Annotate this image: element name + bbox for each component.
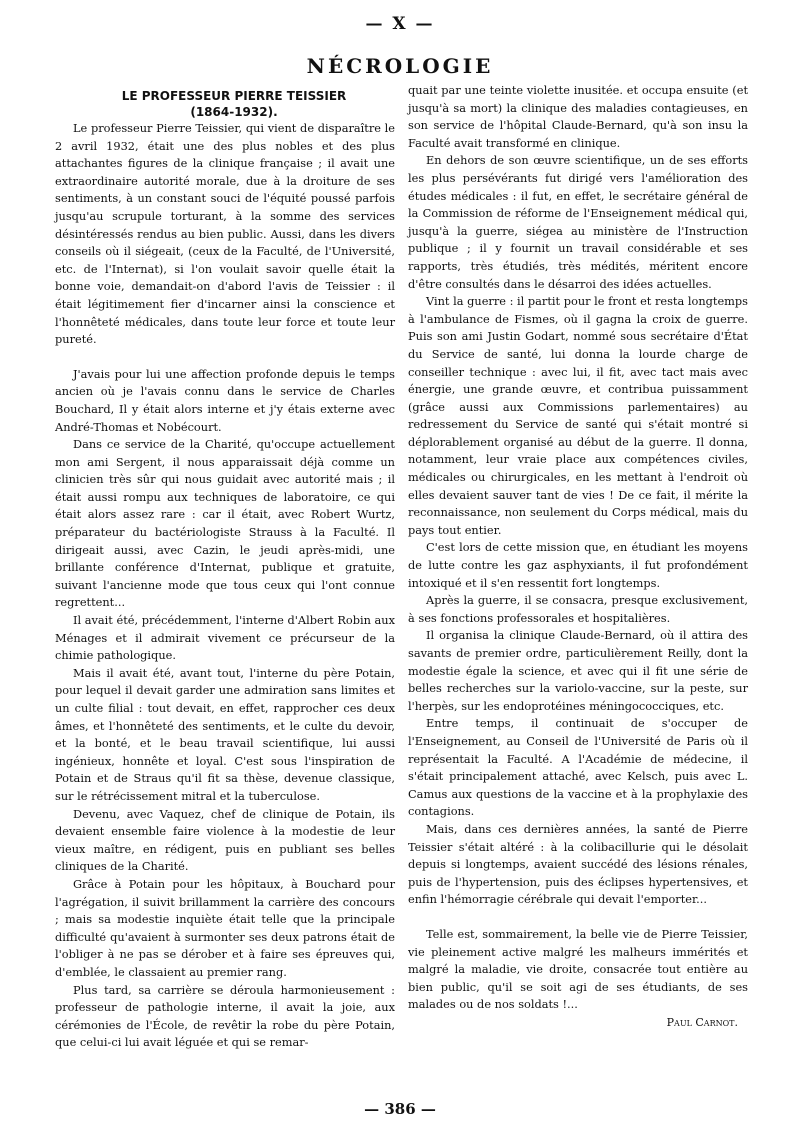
paragraph: Vint la guerre : il partit pour le front et resta longtemps à l'ambulance de Fismes, où il gagna la croix de guerre. Puis son ami Justin Godart, nommé sous secrétaire d'État du Service de santé, lui donna la lourde charge de conseiller technique : avec lui, il fit, avec tact mais avec énergie, une grande œuvre, et contribua puissamment (grâce aussi aux Commissions parlementaires) au redressement du Service de santé qui s'était montré si déplorablement organisé au début de la guerre. Il donna, notamment, leur vraie place aux compétences civiles, médicales ou chirurgicales, en les mettant à l'endroit où elles devaient sauver tant de vies ! De ce fait, il mérite la reconnaissance, non seulement du Corps médical, mais du pays tout entier.: [408, 294, 748, 537]
article-title: LE PROFESSEUR PIERRE TEISSIER: [121, 89, 347, 103]
paragraph: Plus tard, sa carrière se déroula harmonieusement : professeur de pathologie interne, il avait la joie, aux cérémonies de l'École, de revêtir la robe du père Potain, que celui-ci lui avait léguée et qui se remar-: [55, 982, 395, 1050]
article-dates: (1864-1932).: [190, 105, 278, 119]
paragraph: Grâce à Potain pour les hôpitaux, à Bouchard pour l'agrégation, il suivit brillamment la carrière des concours ; mais sa modestie inquiète était telle que la principale difficulté qu'avaient à surmonter ses deux patrons était de l'obliger à ne pas se dérober et à faire ses épreuves qui, d'emblée, le classaient au premier rang.: [55, 876, 395, 979]
paragraph: Mais il avait été, avant tout, l'interne du père Potain, pour lequel il devait garder une admiration sans limites et un culte filial : tout devait, en effet, rapprocher ces deux âmes, et l'honnêteté des sentiments, et le culte du devoir, et la bonté, et le beau travail scientifique, lui aussi ingénieux, honnête et loyal. C'est sous l'inspiration de Potain et de Straus qu'il fit sa thèse, devenue classique, sur le rétrécissement mitral et la tuberculose.: [55, 665, 395, 803]
paragraph: Dans ce service de la Charité, qu'occupe actuellement mon ami Sergent, il nous apparaissait déjà comme un clinicien très sûr qui nous guidait avec autorité mais ; il était aussi rompu aux techniques de laboratoire, ce qui était alors assez rare : car il était, avec Robert Wurtz, préparateur du bactériologiste Strauss à la Faculté. Il dirigeait aussi, avec Cazin, le jeudi après-midi, une brillante conférence d'Internat, publique et gratuite, suivant l'ancienne mode que tous ceux qui l'ont connue regrettent...: [55, 437, 395, 610]
paragraph: Mais, dans ces dernières années, la santé de Pierre Teissier s'était altéré : à la colibacillurie qui le désolait depuis si longtemps, avaient succédé des lésions rénales, puis de l'hypertension, puis des éclipses hypertensives, et enfin l'hémorragie cérébrale qui devait l'emporter...: [408, 821, 748, 907]
left-column: [55, 88, 395, 1052]
paragraph: Le professeur Pierre Teissier, qui vient de disparaître le 2 avril 1932, était une des plus nobles et des plus attachantes figures de la clinique française ; il avait une extraordinaire autorité morale, due à la droiture de ses sentiments, à un constant souci de l'équité poussé parfois jusqu'au scrupule torturant, à la somme des services désintéressés rendus au bien public. Aussi, dans les divers conseils où il siégeait, (ceux de la Faculté, de l'Université, etc. de l'Internat), si l'on voulait savoir quelle était la bonne voie, demandait-on d'abord l'avis de Teissier : il était légitimement fier d'incarner ainsi la conscience et l'honnêteté médicales, dans toute leur force et toute leur pureté.: [55, 121, 395, 347]
paragraph: Entre temps, il continuait de s'occuper de l'Enseignement, au Conseil de l'Université de Paris où il représentait la Faculté. A l'Académie de médecine, il s'était principalement attaché, avec Kelsch, puis avec L. Camus aux questions de la vaccine et à la prophylaxie des contagions.: [408, 716, 748, 819]
paragraph: En dehors de son œuvre scientifique, un de ses efforts les plus persévérants fut dirigé vers l'amélioration des études médicales : il fut, en effet, le secrétaire général de la Commission de réforme de l'Enseignement médical qui, jusqu'à la guerre, siégea au ministère de l'Instruction publique ; il y fournit un travail considérable et ses rapports, très étudiés, très médités, méritent encore d'être consultés dans le désarroi des idées actuelles.: [408, 153, 748, 291]
paragraph: C'est lors de cette mission que, en étudiant les moyens de lutte contre les gaz asphyxiants, il fut profondément intoxiqué et il s'en ressentit fort longtemps.: [408, 540, 748, 590]
page-title: NÉCROLOGIE: [306, 54, 494, 78]
author-signature: Paul Carnot.: [666, 1015, 738, 1029]
paragraph: Il organisa la clinique Claude-Bernard, où il attira des savants de premier ordre, particulièrement Reilly, dont la modestie égale la science, et avec qui il fit une série de belles recherches sur la variolo-vaccine, sur la peste, sur l'herpès, sur les endoprotéines méningococciques, etc.: [408, 628, 748, 713]
paragraph: Après la guerre, il se consacra, presque exclusivement, à ses fonctions professorales et hospitalières.: [408, 593, 748, 625]
paragraph: Telle est, sommairement, la belle vie de Pierre Teissier, vie pleinement active malgré les malheurs immérités et malgré la maladie, vie droite, consacrée tout entière au bien public, qu'il se soit agi de ses étudiants, de ses malades ou de nos soldats !...: [408, 926, 748, 1012]
paragraph: Devenu, avec Vaquez, chef de clinique de Potain, ils devaient ensemble faire violence à la modestie de leur vieux maître, en rédigent, puis en publiant ses belles cliniques de la Charité.: [55, 806, 395, 874]
right-column: [408, 82, 748, 1031]
paragraph: J'avais pour lui une affection profonde depuis le temps ancien où je l'avais connu dans le service de Charles Bouchard, Il y était alors interne et j'y étais externe avec André-Thomas et Nobécourt.: [55, 366, 395, 434]
paragraph: Il avait été, précédemment, l'interne d'Albert Robin aux Ménages et il admirait vivement ce précurseur de la chimie pathologique.: [55, 613, 395, 663]
paragraph: quait par une teinte violette inusitée. et occupa ensuite (et jusqu'à sa mort) la clinique des maladies contagieuses, en son service de l'hôpital Claude-Bernard, qu'à son insu la Faculté avait transformé en clinique.: [408, 83, 748, 150]
section-number: — X —: [365, 14, 435, 34]
page-number: — 386 —: [364, 1100, 436, 1118]
